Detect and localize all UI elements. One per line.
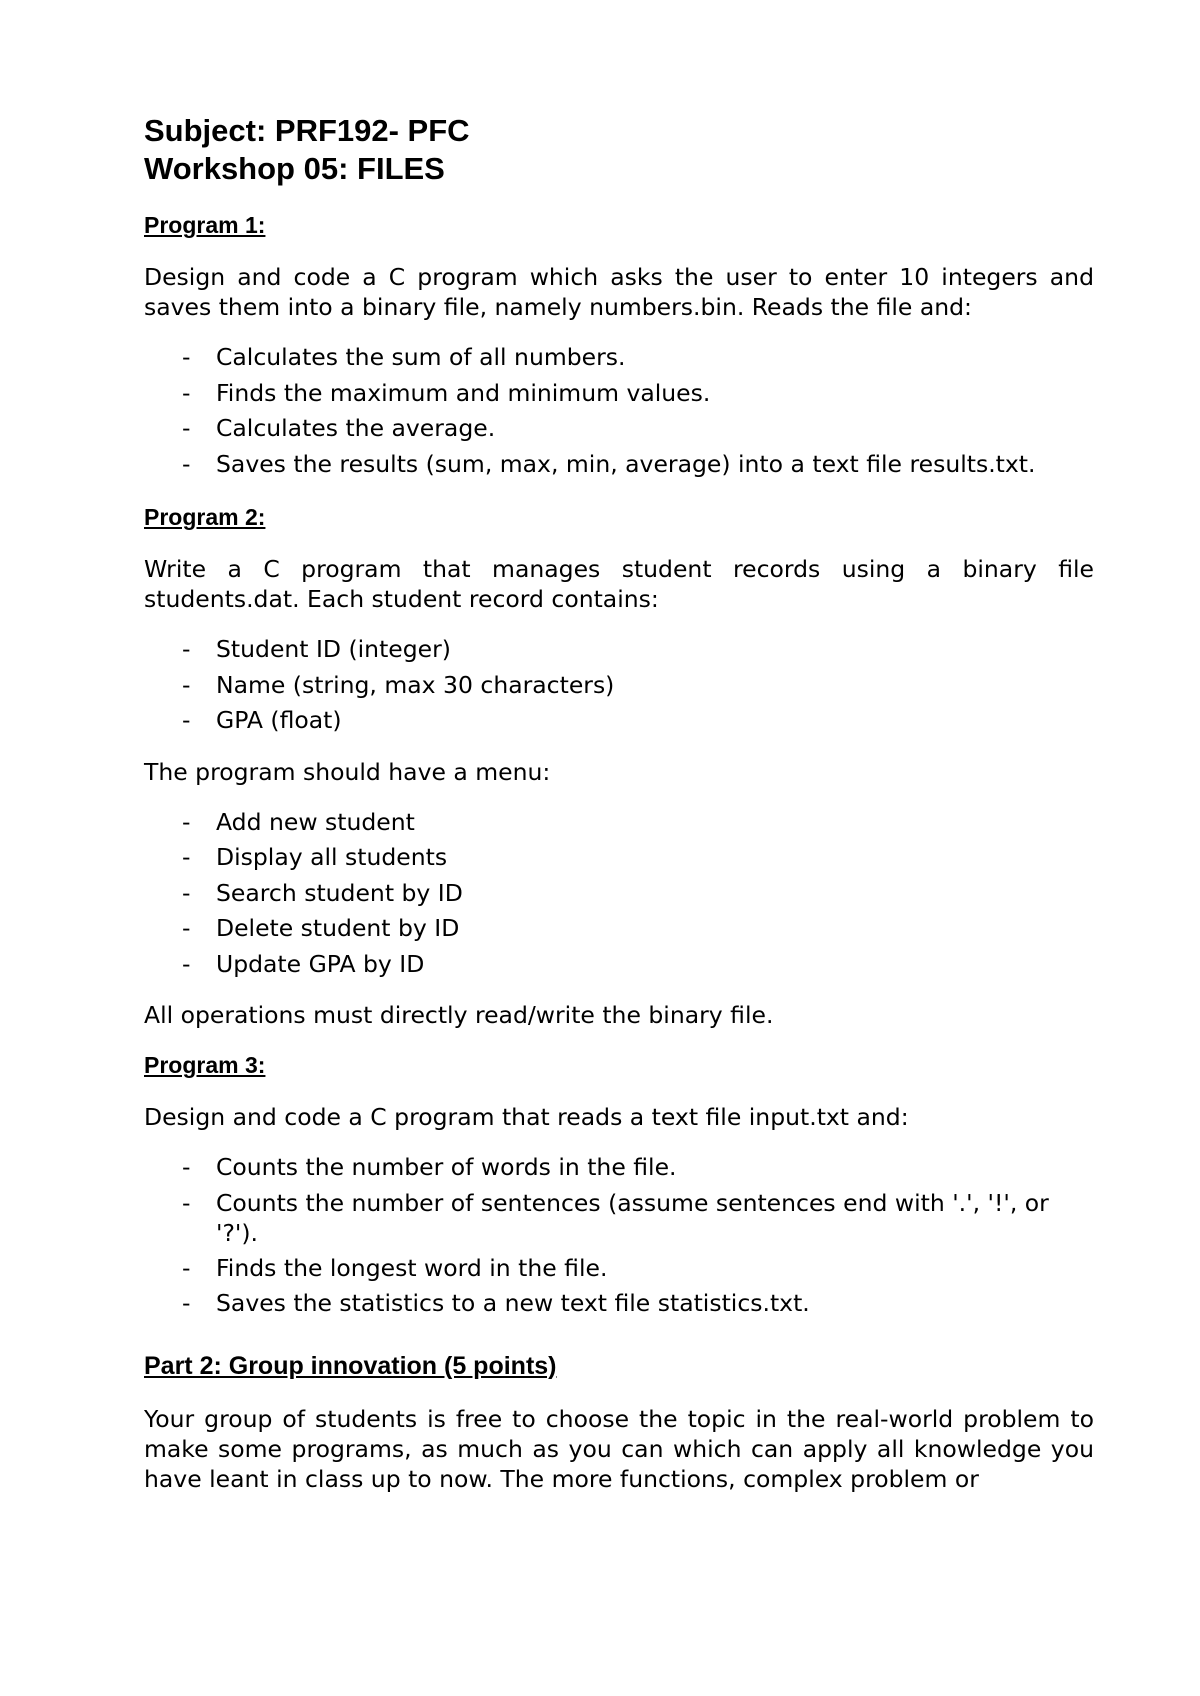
program3-list	[144, 1150, 1094, 1322]
list-item: - Counts the number of words in the file.	[144, 1150, 1094, 1186]
bullet-dash: -	[182, 414, 191, 442]
bullet-dash: -	[182, 878, 191, 907]
bullet-dash: -	[182, 807, 191, 836]
bullet-dash: -	[182, 635, 191, 663]
list-item: - GPA (float)	[144, 703, 1094, 739]
list-item: - Update GPA by ID	[144, 947, 1094, 983]
program2-intro: Write a C program that manages student records using a binary file students.dat. Each student record contains:	[144, 555, 1094, 613]
bullet-dash: -	[182, 706, 191, 734]
program2-outro: All operations must directly read/write the binary file.	[144, 1001, 774, 1029]
list-item: - Add new student	[144, 805, 1094, 841]
part2-text: Your group of students is free to choose the topic in the real-world problem to make some programs, as much as you can which can apply all knowledge you have leant in class up to now. The more functions, complex problem or	[144, 1404, 1094, 1493]
list-item: - Calculates the average.	[144, 411, 1094, 447]
list-item: - Calculates the sum of all numbers.	[144, 340, 1094, 376]
program1-list	[144, 340, 1094, 482]
part2-heading: Part 2: Group innovation (5 points)	[144, 1351, 557, 1380]
document-content	[144, 112, 1094, 1494]
list-item: - Finds the longest word in the file.	[144, 1251, 1094, 1287]
bullet-dash: -	[182, 1188, 191, 1217]
list-item: - Delete student by ID	[144, 911, 1094, 947]
program2-heading: Program 2:	[144, 504, 266, 530]
list-item: - Name (string, max 30 characters)	[144, 668, 1094, 704]
list-item: - Counts the number of sentences (assume sentences end with '.', '!', or '?').	[182, 1188, 1049, 1247]
subject-title: Subject: PRF192- PFC	[144, 113, 470, 148]
program3-intro: Design and code a C program that reads a text file input.txt and:	[144, 1103, 909, 1131]
program1-intro: Design and code a C program which asks the user to enter 10 integers and saves them into a binary file, namely numbers.bin. Reads the file and:	[144, 263, 1094, 321]
list-item: - Student ID (integer)	[144, 632, 1094, 668]
program2-menu-intro: The program should have a menu:	[144, 757, 551, 786]
bullet-dash: -	[182, 343, 191, 371]
bullet-dash: -	[182, 449, 191, 478]
bullet-dash: -	[182, 1253, 191, 1282]
workshop-title: Workshop 05: FILES	[144, 151, 445, 186]
list-item: - Search student by ID	[144, 876, 1094, 912]
bullet-dash: -	[182, 378, 191, 407]
program2-menu-list	[144, 805, 1094, 983]
program3-heading: Program 3:	[144, 1052, 266, 1078]
bullet-dash: -	[182, 949, 191, 978]
bullet-dash: -	[182, 1153, 191, 1181]
bullet-dash: -	[182, 914, 191, 942]
bullet-dash: -	[182, 843, 191, 871]
program2-fields-list	[144, 632, 1094, 739]
list-item: - Saves the statistics to a new text file statistics.txt.	[144, 1286, 1094, 1322]
list-item: - Saves the results (sum, max, min, average) into a text file results.txt.	[144, 447, 1094, 483]
bullet-dash: -	[182, 670, 191, 699]
list-item: - Finds the maximum and minimum values.	[144, 376, 1094, 412]
list-item: - Display all students	[144, 840, 1094, 876]
program1-heading: Program 1:	[144, 212, 266, 238]
bullet-dash: -	[182, 1289, 191, 1317]
